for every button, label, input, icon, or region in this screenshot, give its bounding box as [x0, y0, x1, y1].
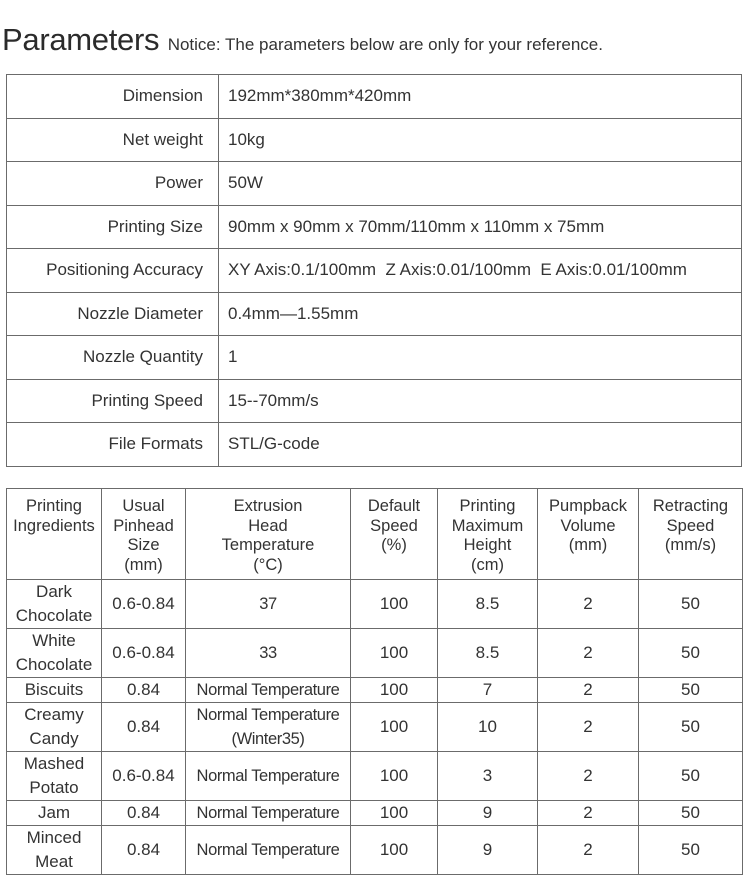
ingredient-cell-line: Biscuits — [24, 680, 84, 699]
pinhead-size-cell: 0.84 — [102, 678, 186, 703]
temperature-cell — [186, 826, 351, 875]
default-speed-cell: 100 — [351, 678, 438, 703]
retracting-speed-cell: 50 — [639, 801, 743, 826]
param-value: XY Axis:0.1/100mm Z Axis:0.01/100mm E Axis:0.01/100mm — [219, 249, 742, 293]
param-value: 0.4mm—1.55mm — [219, 292, 742, 336]
table-row — [7, 249, 742, 293]
pinhead-size-cell: 0.6-0.84 — [102, 752, 186, 801]
param-label: Power — [7, 162, 219, 206]
pinhead-size-cell: 0.84 — [102, 703, 186, 752]
max-height-cell: 9 — [438, 801, 538, 826]
temperature-cell-line: Normal Temperature — [196, 681, 340, 699]
header-line: Height — [463, 536, 512, 554]
col-pinhead-size-header — [102, 489, 186, 580]
temperature-cell — [186, 678, 351, 703]
table-row — [7, 75, 742, 119]
header-line: Pumpback — [549, 497, 627, 515]
header-line: Usual — [122, 497, 165, 515]
table-row — [7, 801, 743, 826]
pumpback-volume-cell: 2 — [538, 703, 639, 752]
header-line: (cm) — [471, 555, 504, 574]
pumpback-volume-cell: 2 — [538, 801, 639, 826]
col-ingredients-header — [7, 489, 102, 580]
param-value: 90mm x 90mm x 70mm/110mm x 110mm x 75mm — [219, 205, 742, 249]
param-value: 15--70mm/s — [219, 379, 742, 423]
header-line: Extrusion — [233, 497, 303, 515]
max-height-cell: 8.5 — [438, 580, 538, 629]
param-value: 1 — [219, 336, 742, 380]
pumpback-volume-cell: 2 — [538, 580, 639, 629]
table-row — [7, 118, 742, 162]
retracting-speed-cell: 50 — [639, 580, 743, 629]
retracting-speed-cell: 50 — [639, 703, 743, 752]
notice-text: Notice: The parameters below are only for your reference. — [167, 35, 603, 54]
table-row — [7, 205, 742, 249]
param-value: 50W — [219, 162, 742, 206]
temperature-cell — [186, 580, 351, 629]
header-line: Head — [248, 516, 288, 535]
table-row — [7, 580, 743, 629]
table-row — [7, 826, 743, 875]
retracting-speed-cell: 50 — [639, 678, 743, 703]
temperature-cell — [186, 752, 351, 801]
default-speed-cell: 100 — [351, 801, 438, 826]
ingredient-cell-line: Dark — [36, 582, 72, 601]
table-header-row — [7, 489, 743, 580]
param-label: Positioning Accuracy — [7, 249, 219, 293]
ingredient-cell-line: Mashed — [23, 754, 85, 773]
header-line: Maximum — [451, 516, 524, 535]
temperature-cell-line: (Winter35) — [231, 730, 305, 748]
parameters-table — [6, 74, 742, 467]
page-title: Parameters — [2, 22, 160, 57]
ingredient-cell — [7, 752, 102, 801]
retracting-speed-cell: 50 — [639, 826, 743, 875]
param-label: Dimension — [7, 75, 219, 119]
pumpback-volume-cell: 2 — [538, 826, 639, 875]
pumpback-volume-cell: 2 — [538, 752, 639, 801]
ingredient-cell-line: Chocolate — [15, 606, 93, 625]
max-height-cell: 7 — [438, 678, 538, 703]
temperature-cell-line: 33 — [259, 644, 277, 662]
ingredient-cell-line: Jam — [37, 803, 71, 822]
page-header — [2, 22, 603, 58]
temperature-cell — [186, 801, 351, 826]
ingredient-cell — [7, 629, 102, 678]
header-line: Retracting — [652, 497, 729, 515]
default-speed-cell: 100 — [351, 629, 438, 678]
pinhead-size-cell: 0.6-0.84 — [102, 629, 186, 678]
max-height-cell: 9 — [438, 826, 538, 875]
ingredient-cell — [7, 826, 102, 875]
table-row — [7, 629, 743, 678]
header-line: Speed — [666, 516, 715, 535]
pumpback-volume-cell: 2 — [538, 629, 639, 678]
header-line: (%) — [381, 536, 407, 554]
header-line: Speed — [370, 516, 418, 535]
ingredient-cell — [7, 580, 102, 629]
table-row — [7, 292, 742, 336]
header-line: (mm) — [568, 536, 608, 554]
temperature-cell-line: 37 — [259, 595, 277, 613]
pinhead-size-cell: 0.84 — [102, 801, 186, 826]
temperature-cell — [186, 629, 351, 678]
param-label: Printing Size — [7, 205, 219, 249]
header-line: Size — [127, 536, 160, 554]
ingredient-cell-line: Minced — [26, 828, 82, 847]
ingredient-cell-line: Chocolate — [15, 655, 93, 674]
pumpback-volume-cell: 2 — [538, 678, 639, 703]
param-label: File Formats — [7, 423, 219, 467]
table-row — [7, 423, 742, 467]
col-temperature-header — [186, 489, 351, 580]
temperature-cell-line: Normal Temperature — [196, 804, 340, 822]
table-row — [7, 678, 743, 703]
param-label: Printing Speed — [7, 379, 219, 423]
ingredient-cell — [7, 801, 102, 826]
temperature-cell-line: Normal Temperature — [196, 767, 340, 785]
temperature-cell — [186, 703, 351, 752]
col-pumpback-volume-header — [538, 489, 639, 580]
col-default-speed-header — [351, 489, 438, 580]
temperature-cell-line: Normal Temperature — [196, 706, 340, 724]
default-speed-cell: 100 — [351, 703, 438, 752]
default-speed-cell: 100 — [351, 580, 438, 629]
header-line: Temperature — [221, 536, 315, 554]
table-row — [7, 379, 742, 423]
param-value: STL/G-code — [219, 423, 742, 467]
ingredient-cell-line: Creamy — [24, 705, 84, 724]
ingredient-cell — [7, 678, 102, 703]
default-speed-cell: 100 — [351, 826, 438, 875]
param-value: 10kg — [219, 118, 742, 162]
retracting-speed-cell: 50 — [639, 752, 743, 801]
table-row — [7, 336, 742, 380]
header-line: Printing — [459, 497, 516, 515]
param-value: 192mm*380mm*420mm — [219, 75, 742, 119]
retracting-speed-cell: 50 — [639, 629, 743, 678]
header-line: Pinhead — [113, 516, 174, 535]
header-line: (mm/s) — [664, 536, 717, 554]
max-height-cell: 3 — [438, 752, 538, 801]
ingredients-table — [6, 488, 743, 875]
ingredient-cell-line: Meat — [35, 852, 73, 871]
param-label: Net weight — [7, 118, 219, 162]
table-row — [7, 752, 743, 801]
default-speed-cell: 100 — [351, 752, 438, 801]
ingredient-cell-line: Potato — [29, 778, 79, 797]
col-retracting-speed-header — [639, 489, 743, 580]
header-line: (mm) — [124, 555, 163, 574]
ingredient-cell-line: Candy — [29, 729, 79, 748]
header-line: (°C) — [253, 555, 283, 574]
col-max-height-header — [438, 489, 538, 580]
temperature-cell-line: Normal Temperature — [196, 841, 340, 859]
header-line: Printing — [26, 497, 82, 515]
pinhead-size-cell: 0.84 — [102, 826, 186, 875]
header-line: Volume — [560, 516, 616, 535]
header-line: Default — [367, 497, 421, 515]
header-line: Ingredients — [13, 516, 95, 535]
table-row — [7, 162, 742, 206]
param-label: Nozzle Quantity — [7, 336, 219, 380]
ingredient-cell-line: White — [32, 631, 76, 650]
param-label: Nozzle Diameter — [7, 292, 219, 336]
ingredient-cell — [7, 703, 102, 752]
max-height-cell: 10 — [438, 703, 538, 752]
max-height-cell: 8.5 — [438, 629, 538, 678]
table-row — [7, 703, 743, 752]
pinhead-size-cell: 0.6-0.84 — [102, 580, 186, 629]
